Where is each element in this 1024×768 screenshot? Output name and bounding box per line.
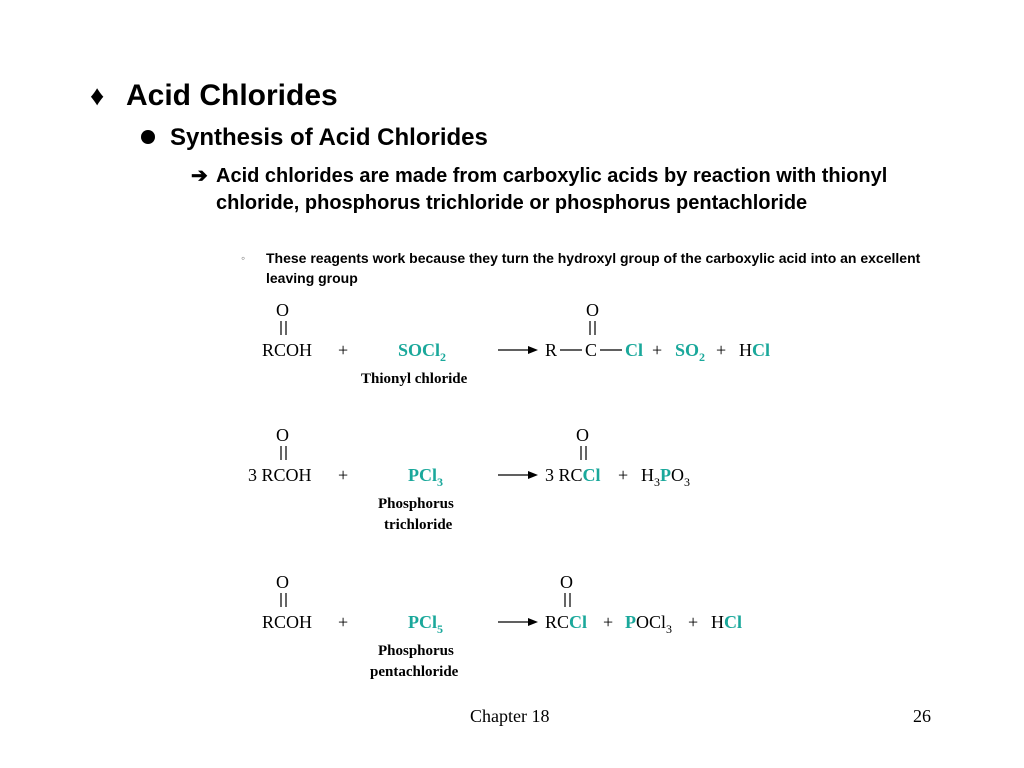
r3-reagent-name-1: Phosphorus [378, 643, 454, 659]
r1-prod-c: C [585, 340, 598, 360]
r3-pocl3: POCl$_3$ [625, 612, 673, 636]
r2-plus: + [338, 465, 349, 485]
r1-reagent-name: Thionyl chloride [361, 371, 468, 387]
r1-plus3: + [716, 340, 727, 360]
small-bullet-icon: ◦ [241, 251, 246, 265]
right-arrow-bullet-icon: ➔ [191, 165, 208, 187]
r3-reagent-name-2: pentachloride [370, 664, 459, 680]
r1-plus2: + [652, 340, 663, 360]
r2-h3po3: $H_3PO_3$ [641, 465, 690, 489]
reaction-2 [248, 425, 690, 533]
r3-plus3: + [688, 612, 699, 632]
r3-carbonyl-o: O [276, 572, 289, 592]
reaction-3 [262, 572, 742, 680]
r3-product: RCCl [545, 612, 588, 632]
r3-reactant: RCOH [262, 612, 313, 632]
r1-prod-cl: Cl [625, 340, 643, 360]
r3-reagent: PCl$_5$ [408, 612, 443, 636]
r2-reagent-name-2: trichloride [384, 517, 453, 533]
r1-plus: + [338, 340, 349, 360]
r2-plus2: + [618, 465, 629, 485]
r1-so2: $SO_2$ [675, 340, 706, 364]
r1-prod-r: R [545, 340, 558, 360]
page-number: 26 [913, 706, 931, 726]
r1-carbonyl-o: O [276, 300, 289, 320]
r1-reactant: RCOH [262, 340, 313, 360]
r1-prod-o: O [586, 300, 599, 320]
reaction-1 [262, 300, 770, 387]
r2-product: 3 RCCl [545, 465, 601, 485]
slide-heading: Acid Chlorides [126, 79, 338, 112]
r2-reactant: 3 RCOH [248, 465, 312, 485]
r3-prod-o: O [560, 572, 573, 592]
diamond-bullet-icon: ♦ [90, 80, 105, 111]
reaction-scheme [248, 296, 780, 684]
r3-plus2: + [603, 612, 614, 632]
r2-prod-o: O [576, 425, 589, 445]
reaction-svg [248, 296, 780, 684]
footer-chapter: Chapter 18 [470, 706, 550, 726]
r2-reagent-name-1: Phosphorus [378, 496, 454, 512]
r2-reagent: PCl$_3$ [408, 465, 443, 489]
point-text: Acid chlorides are made from carboxylic acids by reaction with thionyl chloride, phosphorus trichloride or phosphorus pentachloride [216, 165, 888, 214]
r1-hcl: HCl [739, 340, 770, 360]
r1-reagent: SOCl$_2$ [398, 340, 447, 364]
disc-bullet-icon [141, 130, 155, 144]
r2-carbonyl-o: O [276, 425, 289, 445]
slide-subheading: Synthesis of Acid Chlorides [170, 124, 488, 151]
r3-hcl: HCl [711, 612, 742, 632]
r3-plus: + [338, 612, 349, 632]
r1-arrow-head [528, 346, 538, 354]
subpoint-text: These reagents work because they turn the hydroxyl group of the carboxylic acid into an excellent leaving group [266, 250, 921, 286]
